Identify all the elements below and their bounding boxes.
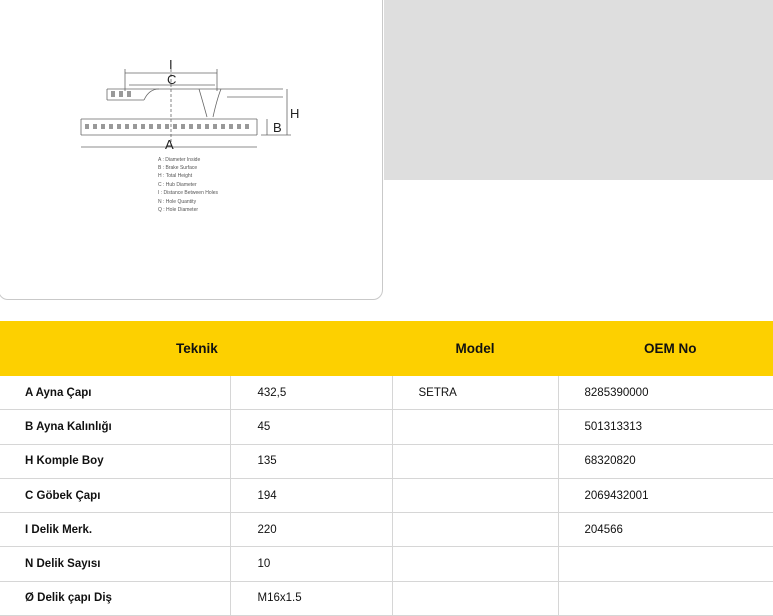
header-model: Model bbox=[455, 341, 495, 356]
dim-b-label: B bbox=[273, 120, 282, 135]
header-oem: OEM No bbox=[644, 341, 697, 356]
row-model bbox=[392, 513, 558, 547]
row-label: H Komple Boy bbox=[0, 444, 230, 478]
row-oem: 8285390000 bbox=[558, 376, 773, 410]
legend-item: A : Diameter Inside bbox=[158, 157, 201, 163]
row-oem bbox=[558, 581, 773, 615]
legend-item: I : Distance Between Holes bbox=[158, 190, 219, 196]
row-oem bbox=[558, 547, 773, 581]
table-row bbox=[0, 547, 773, 581]
row-value: 194 bbox=[230, 478, 392, 512]
table-row bbox=[0, 410, 773, 444]
dim-a-label: A bbox=[165, 137, 174, 152]
dim-h-label: H bbox=[290, 106, 300, 121]
table-row bbox=[0, 376, 773, 410]
header-teknik: Teknik bbox=[176, 341, 218, 356]
row-label: A Ayna Çapı bbox=[0, 376, 230, 410]
row-value: 10 bbox=[230, 547, 392, 581]
dim-i-label: I bbox=[169, 57, 173, 72]
row-model bbox=[392, 478, 558, 512]
spec-table bbox=[0, 321, 773, 616]
table-row bbox=[0, 581, 773, 615]
legend-item: N : Hole Quantity bbox=[158, 199, 197, 205]
row-value: 432,5 bbox=[230, 376, 392, 410]
row-value: 135 bbox=[230, 444, 392, 478]
row-value: 45 bbox=[230, 410, 392, 444]
row-value: M16x1.5 bbox=[230, 581, 392, 615]
row-model bbox=[392, 410, 558, 444]
row-label: I Delik Merk. bbox=[0, 513, 230, 547]
table-row bbox=[0, 513, 773, 547]
row-oem: 68320820 bbox=[558, 444, 773, 478]
image-placeholder-panel bbox=[384, 0, 773, 180]
legend-item: H : Total Height bbox=[158, 173, 193, 179]
brake-disc-diagram bbox=[0, 0, 384, 301]
legend-item: B : Brake Surface bbox=[158, 165, 198, 171]
row-label: Ø Delik çapı Diş bbox=[0, 581, 230, 615]
row-model bbox=[392, 581, 558, 615]
spec-table-header bbox=[0, 321, 773, 376]
diagram-legend bbox=[158, 157, 219, 213]
row-label: B Ayna Kalınlığı bbox=[0, 410, 230, 444]
row-oem: 501313313 bbox=[558, 410, 773, 444]
row-label: C Göbek Çapı bbox=[0, 478, 230, 512]
legend-item: Q : Hole Diameter bbox=[158, 207, 199, 213]
row-label: N Delik Sayısı bbox=[0, 547, 230, 581]
legend-item: C : Hub Diameter bbox=[158, 182, 197, 188]
row-oem: 204566 bbox=[558, 513, 773, 547]
row-model bbox=[392, 444, 558, 478]
table-row bbox=[0, 478, 773, 512]
table-row bbox=[0, 444, 773, 478]
row-oem: 2069432001 bbox=[558, 478, 773, 512]
dim-c-label: C bbox=[167, 72, 177, 87]
diagram-card bbox=[0, 0, 383, 300]
row-model: SETRA bbox=[392, 376, 558, 410]
row-value: 220 bbox=[230, 513, 392, 547]
row-model bbox=[392, 547, 558, 581]
